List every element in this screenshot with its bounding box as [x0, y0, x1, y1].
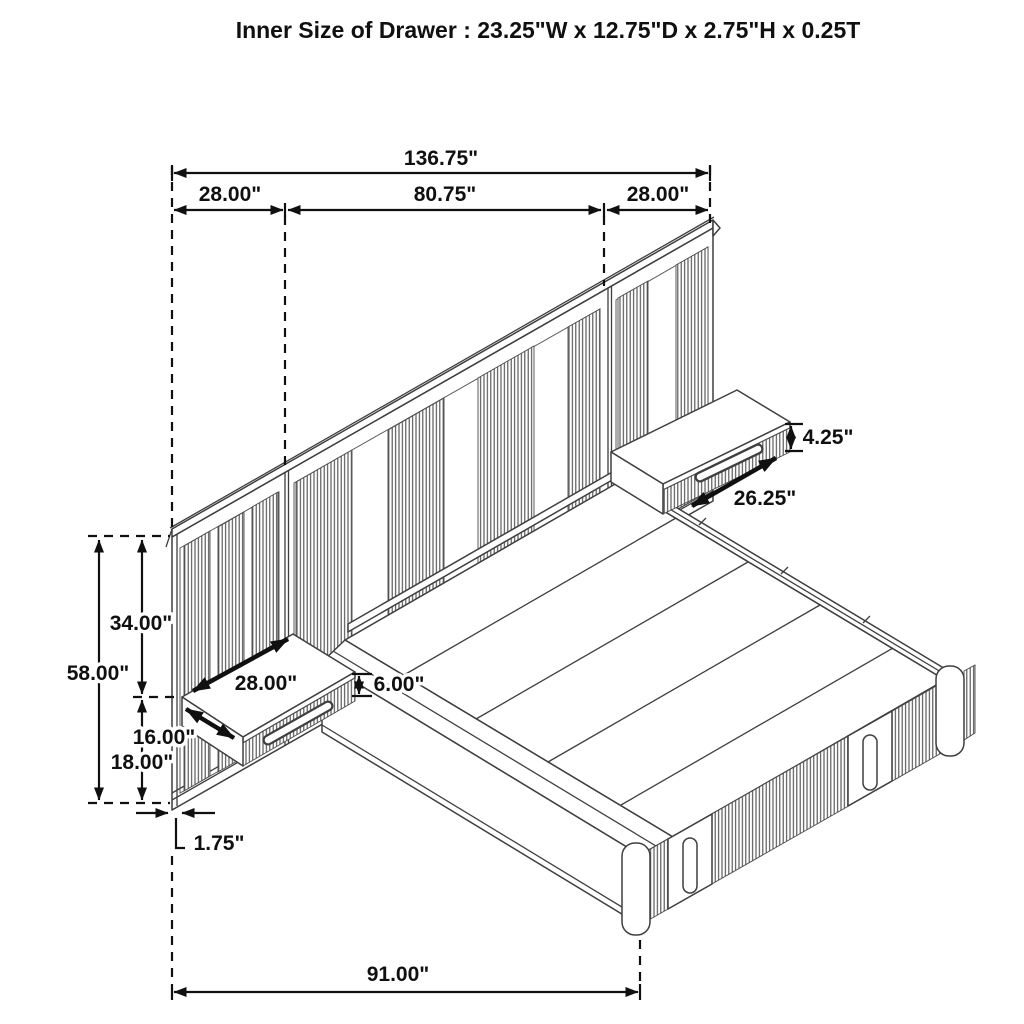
- dim-panel-thickness: [136, 813, 244, 855]
- handle-cutout-icon: [683, 838, 697, 893]
- dim-panel-thickness-label: 1.75": [193, 832, 245, 855]
- dim-right-panel-width-label: 28.00": [626, 183, 690, 206]
- dim-nightstand-depth-label: 16.00": [132, 726, 196, 749]
- handle-cutout-icon: [863, 735, 877, 790]
- dim-nightstand-width-label: 28.00": [234, 672, 298, 695]
- dim-wall-height-label: 58.00": [66, 662, 130, 685]
- page-title: Inner Size of Drawer : 23.25"W x 12.75"D x 2.75"H x 0.25T: [235, 17, 861, 43]
- dim-center-span-label: 80.75": [413, 183, 477, 206]
- dim-right-panel-width: [607, 183, 708, 210]
- dim-overall-width: [172, 147, 710, 181]
- corner-post-left: [622, 843, 650, 935]
- dim-lower-section-height: [111, 700, 174, 800]
- dim-shelf-height: [785, 424, 853, 451]
- dim-left-panel-width: [174, 183, 285, 217]
- corner-post-right: [936, 666, 964, 756]
- dim-nightstand-height-label: 6.00": [373, 673, 425, 696]
- dim-shelf-width-label: 26.25": [733, 487, 797, 510]
- dim-center-span: [288, 183, 604, 217]
- dim-upper-section-height-label: 34.00": [109, 612, 173, 635]
- dim-overall-width-label: 136.75": [403, 147, 479, 170]
- dim-bed-length: [172, 963, 640, 1000]
- dim-left-panel-width-label: 28.00": [198, 183, 262, 206]
- dim-bed-length-label: 91.00": [366, 963, 430, 986]
- dim-shelf-height-label: 4.25": [802, 426, 854, 449]
- dim-lower-section-height-label: 18.00": [110, 751, 174, 774]
- right-rail-end: [964, 665, 975, 740]
